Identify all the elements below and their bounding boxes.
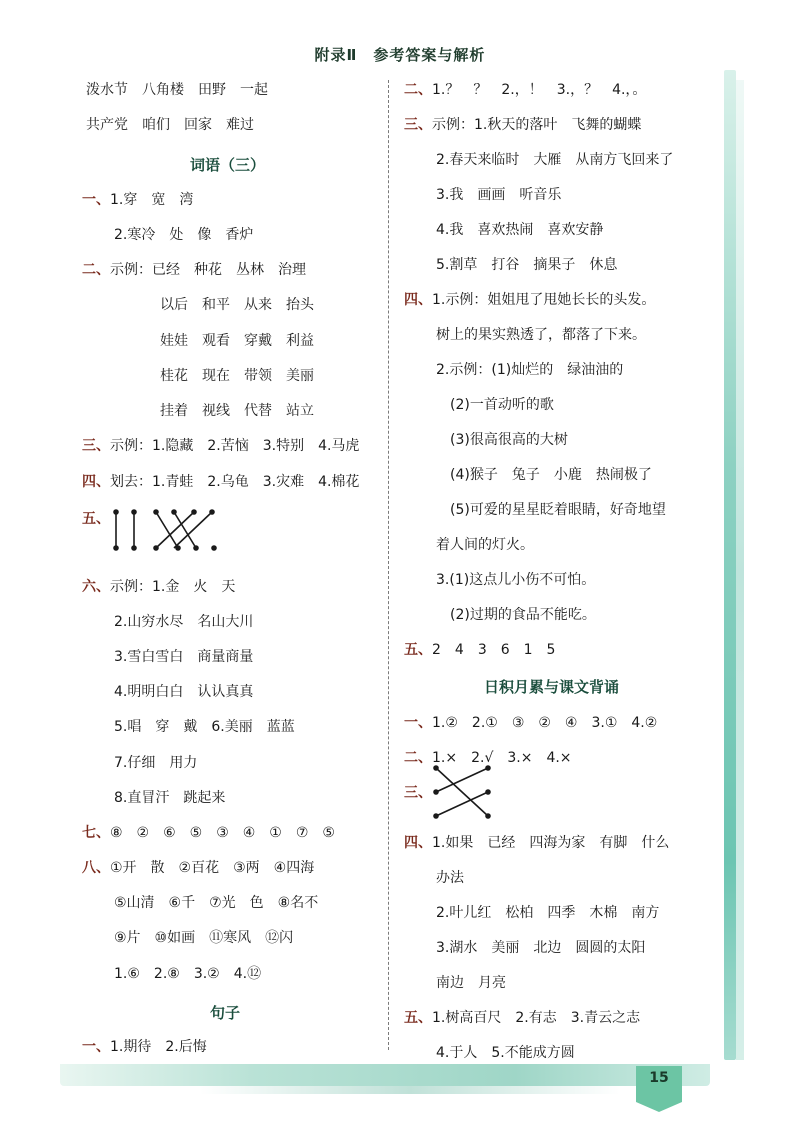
answer-line: 4.我 喜欢热闹 喜欢安静 (436, 222, 604, 238)
answer-line: 3.湖水 美丽 北边 圆圆的太阳 (436, 940, 646, 956)
answer-line: 3.雪白雪白 商量商量 (114, 649, 254, 665)
answer-line: 3.(1)这点儿小伤不可怕。 (436, 572, 596, 588)
answer-line: 4.于人 5.不能成方圆 (436, 1045, 575, 1061)
answer-line: 1.⑥ 2.⑧ 3.② 4.⑫ (114, 966, 262, 982)
answer-line: 八、①开 散 ②百花 ③两 ④四海 (82, 860, 315, 876)
page-edge-decoration (724, 70, 736, 1060)
page-number: 15 (649, 1070, 669, 1086)
answer-line: ⑨片 ⑩如画 ⑪寒风 ⑫闪 (114, 930, 294, 946)
answer-line: 五、 (82, 511, 110, 527)
answer-line: 着人间的灯火。 (436, 537, 534, 553)
answer-line: 一、1.② 2.① ③ ② ④ 3.① 4.② (404, 715, 658, 731)
answer-line: 一、1.穿 宽 湾 (82, 192, 194, 208)
answer-line: 树上的果实熟透了，都落了下来。 (436, 327, 646, 343)
section-title-rijiyuelei: 日积月累与课文背诵 (484, 678, 620, 696)
answer-line: 4.明明白白 认认真真 (114, 684, 254, 700)
answer-line: 5.唱 穿 戴 6.美丽 蓝蓝 (114, 719, 295, 735)
answer-line: 四、划去：1.青蛙 2.乌龟 3.灾难 4.棉花 (82, 474, 360, 490)
answer-line: 六、示例：1.金 火 天 (82, 579, 236, 595)
answer-line: 一、1.期待 2.后悔 (82, 1039, 207, 1055)
answer-line: (2)一首动听的歌 (450, 397, 554, 413)
answer-line: (3)很高很高的大树 (450, 432, 568, 448)
answer-line: 五、1.树高百尺 2.有志 3.青云之志 (404, 1010, 641, 1026)
answer-line: 四、1.如果 已经 四海为家 有脚 什么 (404, 835, 670, 851)
answer-line: 七、⑧ ② ⑥ ⑤ ③ ④ ① ⑦ ⑤ (82, 825, 335, 841)
answer-line: 办法 (436, 870, 464, 886)
answer-line: 桂花 现在 带领 美丽 (160, 368, 314, 384)
matching-cross-diagram (432, 762, 492, 822)
page-bottom-shadow (200, 1086, 620, 1094)
page-edge-decoration-2 (736, 80, 744, 1060)
answer-line: 以后 和平 从来 抬头 (160, 297, 314, 313)
answer-line: 2.叶儿红 松柏 四季 木棉 南方 (436, 905, 660, 921)
answer-line: 5.割草 打谷 摘果子 休息 (436, 257, 618, 273)
answer-line: 四、1.示例：姐姐甩了甩她长长的头发。 (404, 292, 656, 308)
page-bottom-decoration (60, 1064, 710, 1086)
answer-line: 挂着 视线 代替 站立 (160, 403, 314, 419)
answer-line: 南边 月亮 (436, 975, 506, 991)
answer-line: (4)猴子 兔子 小鹿 热闹极了 (450, 467, 652, 483)
answer-line: 二、示例：已经 种花 丛林 治理 (82, 262, 306, 278)
section-title-juzi: 句子 (210, 1004, 241, 1022)
column-divider (388, 80, 389, 1050)
answer-line: 8.直冒汗 跳起来 (114, 790, 226, 806)
answer-line: 三、示例：1.隐藏 2.苦恼 3.特别 4.马虎 (82, 438, 360, 454)
answer-line: 二、1.× 2.√ 3.× 4.× (404, 750, 572, 766)
answer-line: 泼水节 八角楼 田野 一起 (86, 82, 268, 98)
answer-line: 7.仔细 用力 (114, 755, 198, 771)
matching-lines-diagram (112, 508, 222, 554)
answer-line: 2.山穷水尽 名山大川 (114, 614, 254, 630)
answer-line: 三、 (404, 785, 432, 801)
answer-line: (5)可爱的星星眨着眼睛，好奇地望 (450, 502, 666, 518)
answer-line: 2.寒冷 处 像 香炉 (114, 227, 254, 243)
answer-line: ⑤山清 ⑥千 ⑦光 色 ⑧名不 (114, 895, 319, 911)
answer-line: (2)过期的食品不能吃。 (450, 607, 596, 623)
answer-line: 娃娃 观看 穿戴 利益 (160, 333, 314, 349)
answer-line: 2.春天来临时 大雁 从南方飞回来了 (436, 152, 674, 168)
answer-line: 三、示例：1.秋天的落叶 飞舞的蝴蝶 (404, 117, 642, 133)
answer-line: 五、2 4 3 6 1 5 (404, 642, 556, 658)
section-title-ciyu3: 词语（三） (190, 156, 266, 174)
answer-line: 2.示例：(1)灿烂的 绿油油的 (436, 362, 624, 378)
header-title: 附录Ⅱ 参考答案与解析 (314, 46, 486, 64)
answer-line: 3.我 画画 听音乐 (436, 187, 562, 203)
answer-line: 二、1.？ ？ 2.，！ 3.，？ 4.，。 (404, 82, 647, 98)
answer-line: 共产党 咱们 回家 难过 (86, 117, 254, 133)
